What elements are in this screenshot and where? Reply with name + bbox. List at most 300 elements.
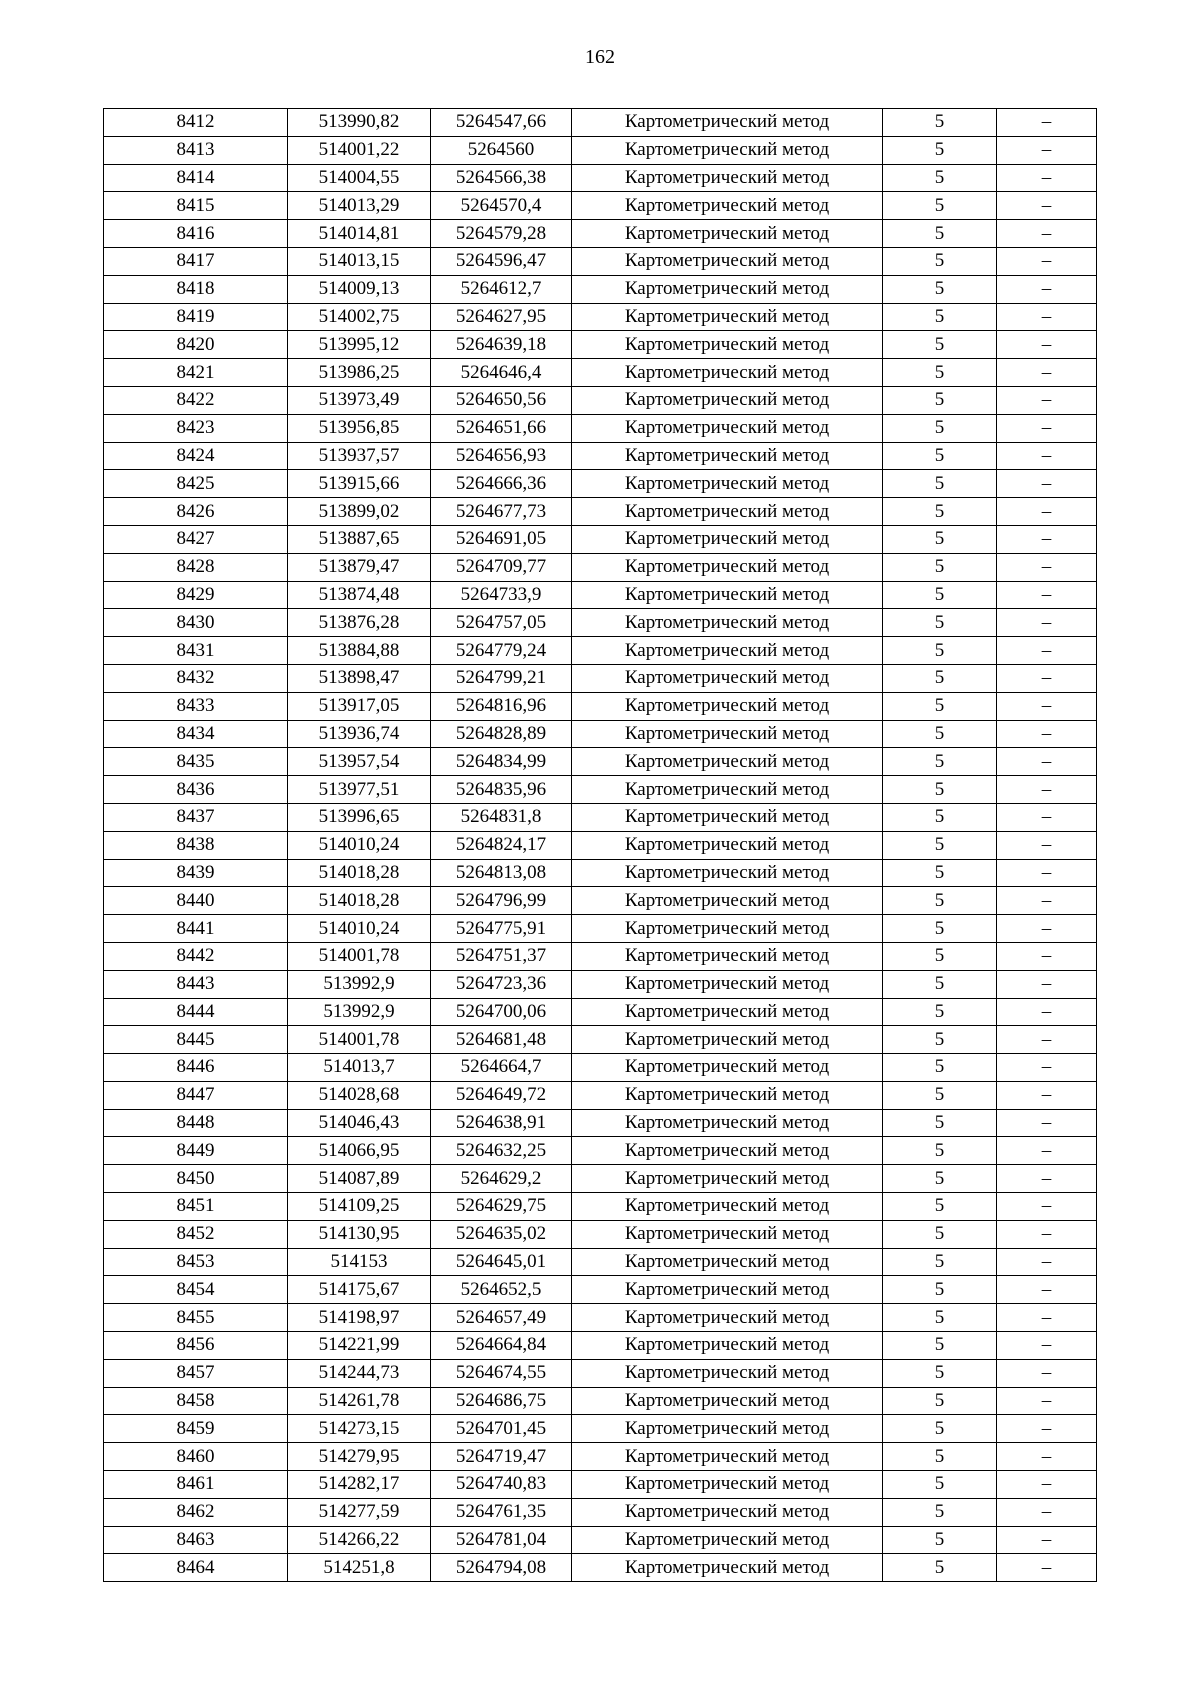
method-cell: Картометрический метод — [572, 1220, 883, 1248]
y-coordinate-cell: 5264828,89 — [431, 720, 572, 748]
x-coordinate-cell: 514001,78 — [288, 1026, 431, 1054]
description-cell: – — [997, 303, 1097, 331]
y-coordinate-cell: 5264664,84 — [431, 1332, 572, 1360]
accuracy-cell: 5 — [883, 1526, 997, 1554]
method-cell: Картометрический метод — [572, 970, 883, 998]
description-cell: – — [997, 1415, 1097, 1443]
point-number-cell: 8453 — [104, 1248, 288, 1276]
table-row — [104, 414, 1097, 442]
table-row — [104, 1165, 1097, 1193]
accuracy-cell: 5 — [883, 498, 997, 526]
point-number-cell: 8426 — [104, 498, 288, 526]
description-cell: – — [997, 109, 1097, 137]
description-cell: – — [997, 1332, 1097, 1360]
method-cell: Картометрический метод — [572, 1248, 883, 1276]
accuracy-cell: 5 — [883, 942, 997, 970]
x-coordinate-cell: 513996,65 — [288, 803, 431, 831]
y-coordinate-cell: 5264831,8 — [431, 803, 572, 831]
table-row — [104, 1471, 1097, 1499]
description-cell: – — [997, 1387, 1097, 1415]
description-cell: – — [997, 470, 1097, 498]
description-cell: – — [997, 803, 1097, 831]
method-cell: Картометрический метод — [572, 386, 883, 414]
table-row — [104, 1026, 1097, 1054]
x-coordinate-cell: 514087,89 — [288, 1165, 431, 1193]
y-coordinate-cell: 5264686,75 — [431, 1387, 572, 1415]
accuracy-cell: 5 — [883, 1471, 997, 1499]
table-row — [104, 692, 1097, 720]
method-cell: Картометрический метод — [572, 1554, 883, 1582]
table-row — [104, 247, 1097, 275]
description-cell: – — [997, 887, 1097, 915]
x-coordinate-cell: 513990,82 — [288, 109, 431, 137]
method-cell: Картометрический метод — [572, 220, 883, 248]
point-number-cell: 8451 — [104, 1193, 288, 1221]
point-number-cell: 8454 — [104, 1276, 288, 1304]
accuracy-cell: 5 — [883, 164, 997, 192]
y-coordinate-cell: 5264794,08 — [431, 1554, 572, 1582]
x-coordinate-cell: 514130,95 — [288, 1220, 431, 1248]
method-cell: Картометрический метод — [572, 109, 883, 137]
description-cell: – — [997, 1165, 1097, 1193]
method-cell: Картометрический метод — [572, 692, 883, 720]
y-coordinate-cell: 5264570,4 — [431, 192, 572, 220]
accuracy-cell: 5 — [883, 776, 997, 804]
x-coordinate-cell: 514001,78 — [288, 942, 431, 970]
y-coordinate-cell: 5264700,06 — [431, 998, 572, 1026]
description-cell: – — [997, 1193, 1097, 1221]
accuracy-cell: 5 — [883, 887, 997, 915]
y-coordinate-cell: 5264656,93 — [431, 442, 572, 470]
table-row — [104, 1081, 1097, 1109]
x-coordinate-cell: 514013,7 — [288, 1054, 431, 1082]
accuracy-cell: 5 — [883, 1220, 997, 1248]
point-number-cell: 8417 — [104, 247, 288, 275]
table-row — [104, 1220, 1097, 1248]
description-cell: – — [997, 136, 1097, 164]
accuracy-cell: 5 — [883, 220, 997, 248]
table-row — [104, 1332, 1097, 1360]
point-number-cell: 8458 — [104, 1387, 288, 1415]
point-number-cell: 8456 — [104, 1332, 288, 1360]
x-coordinate-cell: 514018,28 — [288, 859, 431, 887]
description-cell: – — [997, 831, 1097, 859]
accuracy-cell: 5 — [883, 1498, 997, 1526]
table-row — [104, 1554, 1097, 1582]
description-cell: – — [997, 581, 1097, 609]
description-cell: – — [997, 1443, 1097, 1471]
y-coordinate-cell: 5264635,02 — [431, 1220, 572, 1248]
table-row — [104, 1498, 1097, 1526]
y-coordinate-cell: 5264646,4 — [431, 359, 572, 387]
x-coordinate-cell: 514175,67 — [288, 1276, 431, 1304]
description-cell: – — [997, 220, 1097, 248]
accuracy-cell: 5 — [883, 1332, 997, 1360]
point-number-cell: 8438 — [104, 831, 288, 859]
accuracy-cell: 5 — [883, 303, 997, 331]
table-row — [104, 581, 1097, 609]
point-number-cell: 8424 — [104, 442, 288, 470]
description-cell: – — [997, 1359, 1097, 1387]
y-coordinate-cell: 5264835,96 — [431, 776, 572, 804]
accuracy-cell: 5 — [883, 720, 997, 748]
point-number-cell: 8437 — [104, 803, 288, 831]
table-row — [104, 748, 1097, 776]
description-cell: – — [997, 942, 1097, 970]
accuracy-cell: 5 — [883, 1137, 997, 1165]
accuracy-cell: 5 — [883, 1026, 997, 1054]
y-coordinate-cell: 5264560 — [431, 136, 572, 164]
y-coordinate-cell: 5264751,37 — [431, 942, 572, 970]
accuracy-cell: 5 — [883, 581, 997, 609]
point-number-cell: 8427 — [104, 525, 288, 553]
description-cell: – — [997, 664, 1097, 692]
table-row — [104, 915, 1097, 943]
description-cell: – — [997, 609, 1097, 637]
point-number-cell: 8447 — [104, 1081, 288, 1109]
description-cell: – — [997, 692, 1097, 720]
accuracy-cell: 5 — [883, 414, 997, 442]
x-coordinate-cell: 514261,78 — [288, 1387, 431, 1415]
accuracy-cell: 5 — [883, 1554, 997, 1582]
method-cell: Картометрический метод — [572, 414, 883, 442]
point-number-cell: 8440 — [104, 887, 288, 915]
x-coordinate-cell: 513973,49 — [288, 386, 431, 414]
table-row — [104, 1109, 1097, 1137]
point-number-cell: 8441 — [104, 915, 288, 943]
table-row — [104, 1415, 1097, 1443]
y-coordinate-cell: 5264547,66 — [431, 109, 572, 137]
table-row — [104, 1443, 1097, 1471]
method-cell: Картометрический метод — [572, 887, 883, 915]
accuracy-cell: 5 — [883, 998, 997, 1026]
table-row — [104, 1304, 1097, 1332]
x-coordinate-cell: 513995,12 — [288, 331, 431, 359]
description-cell: – — [997, 776, 1097, 804]
accuracy-cell: 5 — [883, 1304, 997, 1332]
description-cell: – — [997, 247, 1097, 275]
description-cell: – — [997, 1554, 1097, 1582]
accuracy-cell: 5 — [883, 859, 997, 887]
x-coordinate-cell: 514251,8 — [288, 1554, 431, 1582]
accuracy-cell: 5 — [883, 1359, 997, 1387]
x-coordinate-cell: 514018,28 — [288, 887, 431, 915]
method-cell: Картометрический метод — [572, 303, 883, 331]
accuracy-cell: 5 — [883, 1109, 997, 1137]
y-coordinate-cell: 5264566,38 — [431, 164, 572, 192]
point-number-cell: 8429 — [104, 581, 288, 609]
method-cell: Картометрический метод — [572, 1359, 883, 1387]
x-coordinate-cell: 513884,88 — [288, 637, 431, 665]
description-cell: – — [997, 1054, 1097, 1082]
x-coordinate-cell: 514028,68 — [288, 1081, 431, 1109]
point-number-cell: 8433 — [104, 692, 288, 720]
accuracy-cell: 5 — [883, 1165, 997, 1193]
point-number-cell: 8434 — [104, 720, 288, 748]
accuracy-cell: 5 — [883, 331, 997, 359]
description-cell: – — [997, 498, 1097, 526]
point-number-cell: 8444 — [104, 998, 288, 1026]
description-cell: – — [997, 998, 1097, 1026]
y-coordinate-cell: 5264691,05 — [431, 525, 572, 553]
method-cell: Картометрический метод — [572, 1387, 883, 1415]
table-row — [104, 553, 1097, 581]
x-coordinate-cell: 513977,51 — [288, 776, 431, 804]
description-cell: – — [997, 1304, 1097, 1332]
y-coordinate-cell: 5264781,04 — [431, 1526, 572, 1554]
table-row — [104, 192, 1097, 220]
method-cell: Картометрический метод — [572, 637, 883, 665]
description-cell: – — [997, 859, 1097, 887]
accuracy-cell: 5 — [883, 803, 997, 831]
table-row — [104, 998, 1097, 1026]
description-cell: – — [997, 359, 1097, 387]
x-coordinate-cell: 513887,65 — [288, 525, 431, 553]
method-cell: Картометрический метод — [572, 776, 883, 804]
x-coordinate-cell: 514153 — [288, 1248, 431, 1276]
method-cell: Картометрический метод — [572, 998, 883, 1026]
table-row — [104, 136, 1097, 164]
method-cell: Картометрический метод — [572, 609, 883, 637]
y-coordinate-cell: 5264775,91 — [431, 915, 572, 943]
description-cell: – — [997, 970, 1097, 998]
point-number-cell: 8423 — [104, 414, 288, 442]
table-row — [104, 887, 1097, 915]
point-number-cell: 8464 — [104, 1554, 288, 1582]
accuracy-cell: 5 — [883, 1387, 997, 1415]
table-row — [104, 1054, 1097, 1082]
method-cell: Картометрический метод — [572, 1054, 883, 1082]
table-row — [104, 498, 1097, 526]
y-coordinate-cell: 5264579,28 — [431, 220, 572, 248]
accuracy-cell: 5 — [883, 1248, 997, 1276]
point-number-cell: 8450 — [104, 1165, 288, 1193]
point-number-cell: 8428 — [104, 553, 288, 581]
x-coordinate-cell: 513992,9 — [288, 998, 431, 1026]
accuracy-cell: 5 — [883, 1415, 997, 1443]
description-cell: – — [997, 331, 1097, 359]
y-coordinate-cell: 5264650,56 — [431, 386, 572, 414]
table-row — [104, 803, 1097, 831]
y-coordinate-cell: 5264681,48 — [431, 1026, 572, 1054]
y-coordinate-cell: 5264638,91 — [431, 1109, 572, 1137]
x-coordinate-cell: 514013,29 — [288, 192, 431, 220]
method-cell: Картометрический метод — [572, 942, 883, 970]
table-row — [104, 1137, 1097, 1165]
point-number-cell: 8448 — [104, 1109, 288, 1137]
y-coordinate-cell: 5264627,95 — [431, 303, 572, 331]
y-coordinate-cell: 5264709,77 — [431, 553, 572, 581]
x-coordinate-cell: 514002,75 — [288, 303, 431, 331]
y-coordinate-cell: 5264757,05 — [431, 609, 572, 637]
point-number-cell: 8431 — [104, 637, 288, 665]
accuracy-cell: 5 — [883, 525, 997, 553]
y-coordinate-cell: 5264649,72 — [431, 1081, 572, 1109]
method-cell: Картометрический метод — [572, 1304, 883, 1332]
method-cell: Картометрический метод — [572, 1332, 883, 1360]
table-row — [104, 1193, 1097, 1221]
point-number-cell: 8425 — [104, 470, 288, 498]
description-cell: – — [997, 1471, 1097, 1499]
description-cell: – — [997, 1276, 1097, 1304]
x-coordinate-cell: 514198,97 — [288, 1304, 431, 1332]
table-row — [104, 831, 1097, 859]
point-number-cell: 8455 — [104, 1304, 288, 1332]
description-cell: – — [997, 275, 1097, 303]
method-cell: Картометрический метод — [572, 1109, 883, 1137]
table-row — [104, 1359, 1097, 1387]
point-number-cell: 8449 — [104, 1137, 288, 1165]
accuracy-cell: 5 — [883, 637, 997, 665]
point-number-cell: 8443 — [104, 970, 288, 998]
table-row — [104, 1526, 1097, 1554]
method-cell: Картометрический метод — [572, 470, 883, 498]
method-cell: Картометрический метод — [572, 1443, 883, 1471]
point-number-cell: 8462 — [104, 1498, 288, 1526]
accuracy-cell: 5 — [883, 359, 997, 387]
y-coordinate-cell: 5264657,49 — [431, 1304, 572, 1332]
table-row — [104, 109, 1097, 137]
description-cell: – — [997, 525, 1097, 553]
table-row — [104, 470, 1097, 498]
x-coordinate-cell: 514282,17 — [288, 1471, 431, 1499]
method-cell: Картометрический метод — [572, 748, 883, 776]
point-number-cell: 8461 — [104, 1471, 288, 1499]
point-number-cell: 8430 — [104, 609, 288, 637]
method-cell: Картометрический метод — [572, 859, 883, 887]
description-cell: – — [997, 637, 1097, 665]
point-number-cell: 8413 — [104, 136, 288, 164]
method-cell: Картометрический метод — [572, 915, 883, 943]
description-cell: – — [997, 1081, 1097, 1109]
method-cell: Картометрический метод — [572, 1471, 883, 1499]
method-cell: Картометрический метод — [572, 275, 883, 303]
accuracy-cell: 5 — [883, 247, 997, 275]
accuracy-cell: 5 — [883, 275, 997, 303]
table-row — [104, 331, 1097, 359]
table-row — [104, 1387, 1097, 1415]
method-cell: Картометрический метод — [572, 803, 883, 831]
method-cell: Картометрический метод — [572, 1276, 883, 1304]
description-cell: – — [997, 386, 1097, 414]
description-cell: – — [997, 915, 1097, 943]
x-coordinate-cell: 513879,47 — [288, 553, 431, 581]
method-cell: Картометрический метод — [572, 553, 883, 581]
point-number-cell: 8442 — [104, 942, 288, 970]
point-number-cell: 8422 — [104, 386, 288, 414]
y-coordinate-cell: 5264799,21 — [431, 664, 572, 692]
method-cell: Картометрический метод — [572, 359, 883, 387]
method-cell: Картометрический метод — [572, 720, 883, 748]
x-coordinate-cell: 514273,15 — [288, 1415, 431, 1443]
y-coordinate-cell: 5264629,75 — [431, 1193, 572, 1221]
y-coordinate-cell: 5264666,36 — [431, 470, 572, 498]
accuracy-cell: 5 — [883, 831, 997, 859]
table-row — [104, 303, 1097, 331]
x-coordinate-cell: 513874,48 — [288, 581, 431, 609]
table-row — [104, 637, 1097, 665]
y-coordinate-cell: 5264645,01 — [431, 1248, 572, 1276]
description-cell: – — [997, 192, 1097, 220]
table-row — [104, 359, 1097, 387]
y-coordinate-cell: 5264629,2 — [431, 1165, 572, 1193]
table-row — [104, 1248, 1097, 1276]
method-cell: Картометрический метод — [572, 164, 883, 192]
description-cell: – — [997, 1026, 1097, 1054]
description-cell: – — [997, 164, 1097, 192]
y-coordinate-cell: 5264719,47 — [431, 1443, 572, 1471]
table-row — [104, 970, 1097, 998]
point-number-cell: 8421 — [104, 359, 288, 387]
x-coordinate-cell: 514009,13 — [288, 275, 431, 303]
accuracy-cell: 5 — [883, 1276, 997, 1304]
description-cell: – — [997, 748, 1097, 776]
table-row — [104, 942, 1097, 970]
point-number-cell: 8414 — [104, 164, 288, 192]
y-coordinate-cell: 5264733,9 — [431, 581, 572, 609]
point-number-cell: 8418 — [104, 275, 288, 303]
x-coordinate-cell: 514010,24 — [288, 831, 431, 859]
x-coordinate-cell: 514046,43 — [288, 1109, 431, 1137]
y-coordinate-cell: 5264596,47 — [431, 247, 572, 275]
y-coordinate-cell: 5264639,18 — [431, 331, 572, 359]
table-row — [104, 220, 1097, 248]
x-coordinate-cell: 513937,57 — [288, 442, 431, 470]
accuracy-cell: 5 — [883, 664, 997, 692]
accuracy-cell: 5 — [883, 192, 997, 220]
x-coordinate-cell: 514109,25 — [288, 1193, 431, 1221]
accuracy-cell: 5 — [883, 970, 997, 998]
x-coordinate-cell: 514001,22 — [288, 136, 431, 164]
x-coordinate-cell: 513956,85 — [288, 414, 431, 442]
x-coordinate-cell: 513986,25 — [288, 359, 431, 387]
description-cell: – — [997, 1220, 1097, 1248]
accuracy-cell: 5 — [883, 692, 997, 720]
description-cell: – — [997, 414, 1097, 442]
accuracy-cell: 5 — [883, 386, 997, 414]
method-cell: Картометрический метод — [572, 1081, 883, 1109]
accuracy-cell: 5 — [883, 748, 997, 776]
accuracy-cell: 5 — [883, 553, 997, 581]
table-row — [104, 442, 1097, 470]
point-number-cell: 8415 — [104, 192, 288, 220]
description-cell: – — [997, 1137, 1097, 1165]
accuracy-cell: 5 — [883, 915, 997, 943]
point-number-cell: 8420 — [104, 331, 288, 359]
y-coordinate-cell: 5264779,24 — [431, 637, 572, 665]
x-coordinate-cell: 514277,59 — [288, 1498, 431, 1526]
description-cell: – — [997, 720, 1097, 748]
method-cell: Картометрический метод — [572, 1026, 883, 1054]
description-cell: – — [997, 1248, 1097, 1276]
point-number-cell: 8416 — [104, 220, 288, 248]
point-number-cell: 8412 — [104, 109, 288, 137]
point-number-cell: 8436 — [104, 776, 288, 804]
y-coordinate-cell: 5264824,17 — [431, 831, 572, 859]
method-cell: Картометрический метод — [572, 1415, 883, 1443]
method-cell: Картометрический метод — [572, 1193, 883, 1221]
x-coordinate-cell: 513936,74 — [288, 720, 431, 748]
x-coordinate-cell: 514066,95 — [288, 1137, 431, 1165]
method-cell: Картометрический метод — [572, 831, 883, 859]
method-cell: Картометрический метод — [572, 525, 883, 553]
method-cell: Картометрический метод — [572, 664, 883, 692]
method-cell: Картометрический метод — [572, 192, 883, 220]
method-cell: Картометрический метод — [572, 1137, 883, 1165]
y-coordinate-cell: 5264674,55 — [431, 1359, 572, 1387]
y-coordinate-cell: 5264813,08 — [431, 859, 572, 887]
point-number-cell: 8452 — [104, 1220, 288, 1248]
